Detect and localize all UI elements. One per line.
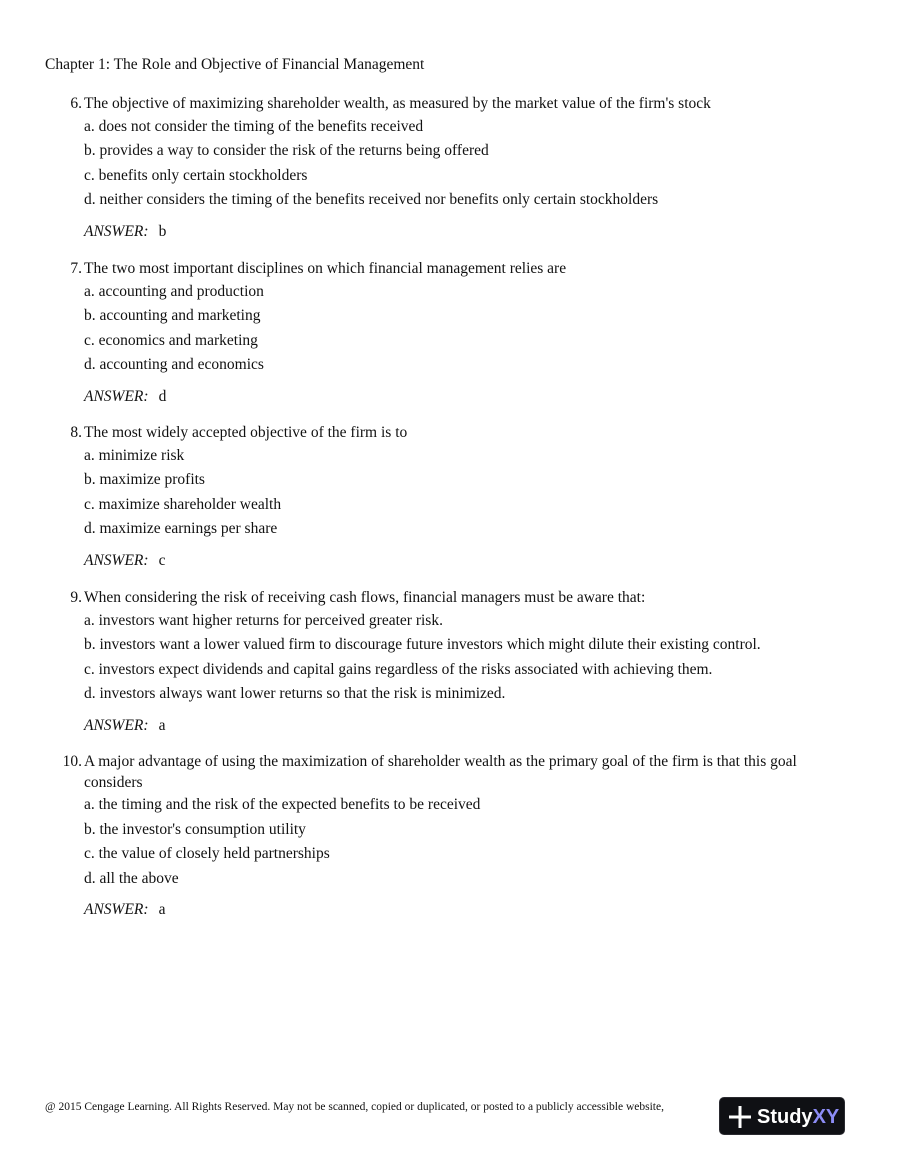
answer-value: d [158,387,167,405]
question-9 [60,588,850,735]
answer-label: ANSWER: [84,222,149,240]
question-stem [60,94,850,115]
badge-xy-text: XY [812,1106,840,1128]
question-10 [60,752,850,919]
answer-label: ANSWER: [84,716,149,734]
answer-line [84,388,850,406]
choice-d: d. accounting and economics [84,356,264,373]
question-text: A major advantage of using the maximization of shareholder wealth as the primary goal of the firm is that this goal considers [84,753,797,791]
answer-label: ANSWER: [84,387,149,405]
answer-value: c [158,551,166,569]
choice-c: c. maximize shareholder wealth [84,495,282,513]
choice-a: a. accounting and production [84,282,264,300]
choice-a: a. minimize risk [84,446,185,464]
question-number: 6. [70,95,82,112]
badge-study-text: Study [757,1106,813,1128]
choice-b: b. investors want a lower valued firm to discourage future investors which might dilute their existing control. [84,636,761,653]
question-text: The two most important disciplines on which financial management relies are [84,260,567,277]
choice-d: d. all the above [84,869,179,887]
question-text: The objective of maximizing shareholder wealth, as measured by the market value of the firm's stock [84,95,711,112]
question-text: When considering the risk of receiving cash flows, financial managers must be aware that: [84,589,646,606]
answer-line [84,901,850,919]
answer-line [84,552,850,570]
answer-line [84,717,850,735]
choice-c: c. benefits only certain stockholders [84,166,308,184]
answer-value: a [158,901,166,918]
question-8 [60,423,850,570]
choice-d: d. investors always want lower returns so that the risk is minimized. [84,685,506,702]
choice-c: c. the value of closely held partnerships [84,845,330,862]
choice-b: b. the investor's consumption utility [84,820,306,838]
answer-line [84,223,850,241]
choice-d: d. neither considers the timing of the benefits received nor benefits only certain stockholders [84,191,659,208]
choice-d: d. maximize earnings per share [84,520,278,537]
question-number: 8. [70,424,82,441]
choice-c: c. economics and marketing [84,331,258,349]
question-number: 9. [70,589,82,606]
choice-b: b. provides a way to consider the risk of the returns being offered [84,142,489,159]
studyxy-badge[interactable] [719,1097,845,1135]
answer-value: b [158,222,167,240]
question-6 [60,94,850,241]
question-stem [60,259,850,280]
question-number: 7. [70,260,82,277]
question-7 [60,259,850,406]
plus-icon [728,1105,752,1129]
choice-c: c. investors expect dividends and capital gains regardless of the risks associated with achieving them. [84,660,713,678]
choice-a: a. investors want higher returns for perceived greater risk. [84,611,443,629]
choice-a: a. the timing and the risk of the expected benefits to be received [84,796,481,813]
question-stem [60,588,850,609]
badge-wordmark [757,1104,839,1130]
answer-value: a [158,716,166,734]
question-text: The most widely accepted objective of the firm is to [84,424,408,441]
answer-label: ANSWER: [84,551,149,569]
question-stem [60,752,850,793]
choice-b: b. accounting and marketing [84,307,261,324]
answer-label: ANSWER: [84,901,149,918]
copyright-footer: @ 2015 Cengage Learning. All Rights Reserved. May not be scanned, copied or duplicated, or posted to a publicly accessible website, [45,1101,664,1113]
chapter-title: Chapter 1: The Role and Objective of Financial Management [45,56,425,73]
choice-a: a. does not consider the timing of the benefits received [84,117,424,135]
question-stem [60,423,850,444]
choice-b: b. maximize profits [84,471,205,488]
question-number: 10. [62,753,82,770]
